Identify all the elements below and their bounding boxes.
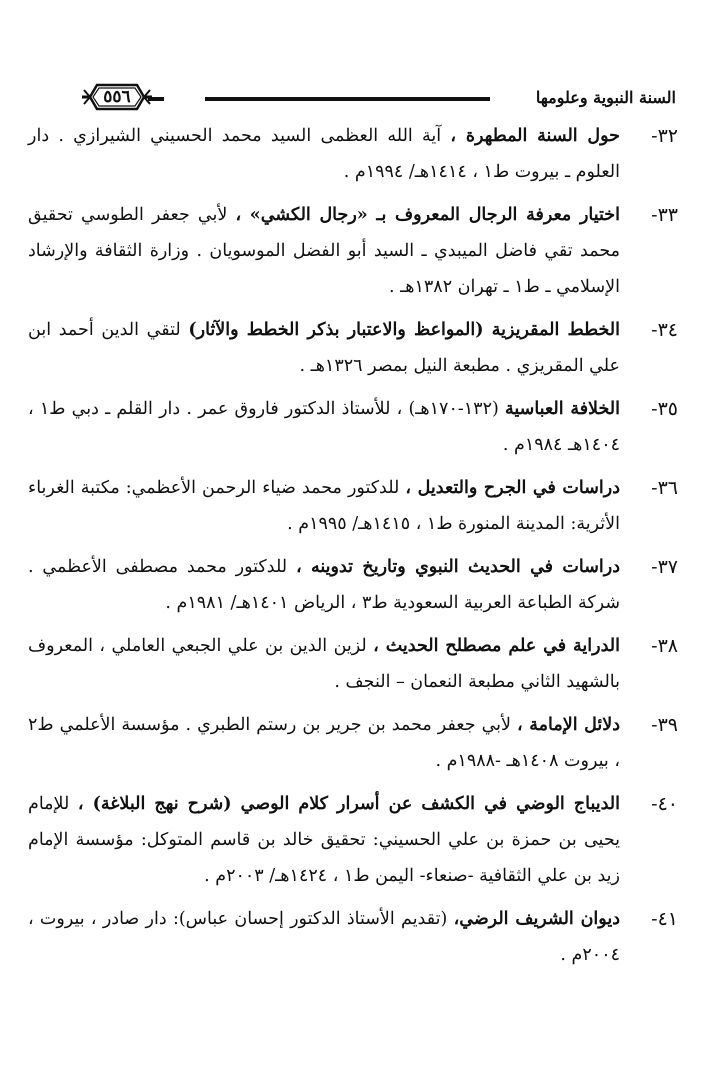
entry-text (28, 391, 620, 463)
bibliography-entry (28, 197, 678, 305)
entry-number: ٣٦- (651, 477, 678, 499)
entry-details: للإمام يحيى بن حمزة بن علي الحسيني: تحقيق خالد بن قاسم المتوكل: مؤسسة الإمام زيد بن علي الثقافية -صنعاء- اليمن ط١ ، ١٤٢٤هـ/ ٢٠٠٣م . (28, 794, 620, 886)
entry-text (28, 707, 620, 779)
entry-details: (١٣٢-١٧٠هـ) ، للأستاذ الدكتور فاروق عمر . دار القلم ـ دبي ط١ ، ١٤٠٤هـ ١٩٨٤م . (28, 399, 620, 455)
entry-title: الخطط المقريزية (المواعظ والاعتبار بذكر الخطط والآثار) (188, 320, 620, 340)
bibliography-entry (28, 549, 678, 621)
entry-title: دراسات في الحديث النبوي وتاريخ تدوينه ، (295, 557, 620, 577)
running-title: السنة النبوية وعلومها (535, 88, 676, 107)
page-number-ornament (82, 82, 152, 112)
entry-details: لأبي جعفر الطوسي تحقيق محمد تقي فاضل الميبدي ـ السيد أبو الفضل الموسويان . وزارة الثقافة والإرشاد الإسلامي ـ ط١ ـ تهران ١٣٨٢هـ . (28, 205, 620, 297)
entry-details: للدكتور محمد ضياء الرحمن الأعظمي: مكتبة الغرباء الأثرية: المدينة المنورة ط١ ، ١٤١٥هـ/ ١٩٩٥م . (28, 478, 620, 534)
bibliography-entry (28, 628, 678, 700)
entry-details: آية الله العظمى السيد محمد الحسيني الشيرازي . دار العلوم ـ بيروت ط١ ، ١٤١٤هـ/ ١٩٩٤م . (28, 126, 620, 182)
header-rule (205, 97, 490, 101)
entry-text (28, 549, 620, 621)
bibliography-entry (28, 707, 678, 779)
header-rule-end (148, 97, 164, 101)
entry-text (28, 312, 620, 384)
entry-text (28, 786, 620, 894)
entry-details: لزين الدين بن علي الجبعي العاملي ، المعروف بالشهيد الثاني مطبعة النعمان – النجف . (28, 636, 620, 692)
entry-text (28, 628, 620, 700)
bibliography-entry (28, 312, 678, 384)
entry-title: دلائل الإمامة ، (517, 715, 620, 735)
entry-details: (تقديم الأستاذ الدكتور إحسان عباس): دار صادر ، بيروت ، ٢٠٠٤م . (28, 909, 620, 965)
entry-title: الخلافة العباسية (505, 399, 620, 419)
page-number: ٥٥٦ (103, 87, 131, 107)
entry-number: ٣٨- (651, 635, 678, 657)
bibliography-entry (28, 786, 678, 894)
entry-text (28, 118, 620, 190)
entry-title: دراسات في الجرح والتعديل ، (405, 478, 620, 498)
entry-number: ٤٠- (651, 793, 678, 815)
entry-title: الدراية في علم مصطلح الحديث ، (373, 636, 620, 656)
entry-number: ٤١- (651, 908, 678, 930)
entry-title: حول السنة المطهرة ، (450, 126, 620, 146)
bibliography-entry (28, 118, 678, 190)
entry-text (28, 901, 620, 973)
bibliography-list (28, 118, 678, 980)
bibliography-entry (28, 470, 678, 542)
entry-number: ٣٤- (651, 319, 678, 341)
entry-number: ٣٧- (651, 556, 678, 578)
entry-number: ٣٣- (651, 204, 678, 226)
bibliography-entry (28, 901, 678, 973)
entry-number: ٣٩- (651, 714, 678, 736)
entry-text (28, 197, 620, 305)
entry-details: للدكتور محمد مصطفى الأعظمي . شركة الطباعة العربية السعودية ط٣ ، الرياض ١٤٠١هـ/ ١٩٨١م . (28, 557, 620, 613)
entry-title: اختيار معرفة الرجال المعروف بـ «رجال الكشي» ، (235, 205, 620, 225)
entry-number: ٣٢- (651, 125, 678, 147)
entry-title: ديوان الشريف الرضي، (453, 909, 620, 929)
entry-details: لأبي جعفر محمد بن جرير بن رستم الطبري . مؤسسة الأعلمي ط٢ ، بيروت ١٤٠٨هـ -١٩٨٨م . (28, 715, 620, 771)
page-header (30, 78, 676, 118)
bibliography-entry (28, 391, 678, 463)
entry-text (28, 470, 620, 542)
entry-number: ٣٥- (651, 398, 678, 420)
entry-details: لتقي الدين أحمد ابن علي المقريزي . مطبعة النيل بمصر ١٣٢٦هـ . (28, 320, 620, 376)
entry-title: الديباج الوضي في الكشف عن أسرار كلام الوصي (شرح نهج البلاغة) ، (77, 794, 620, 814)
